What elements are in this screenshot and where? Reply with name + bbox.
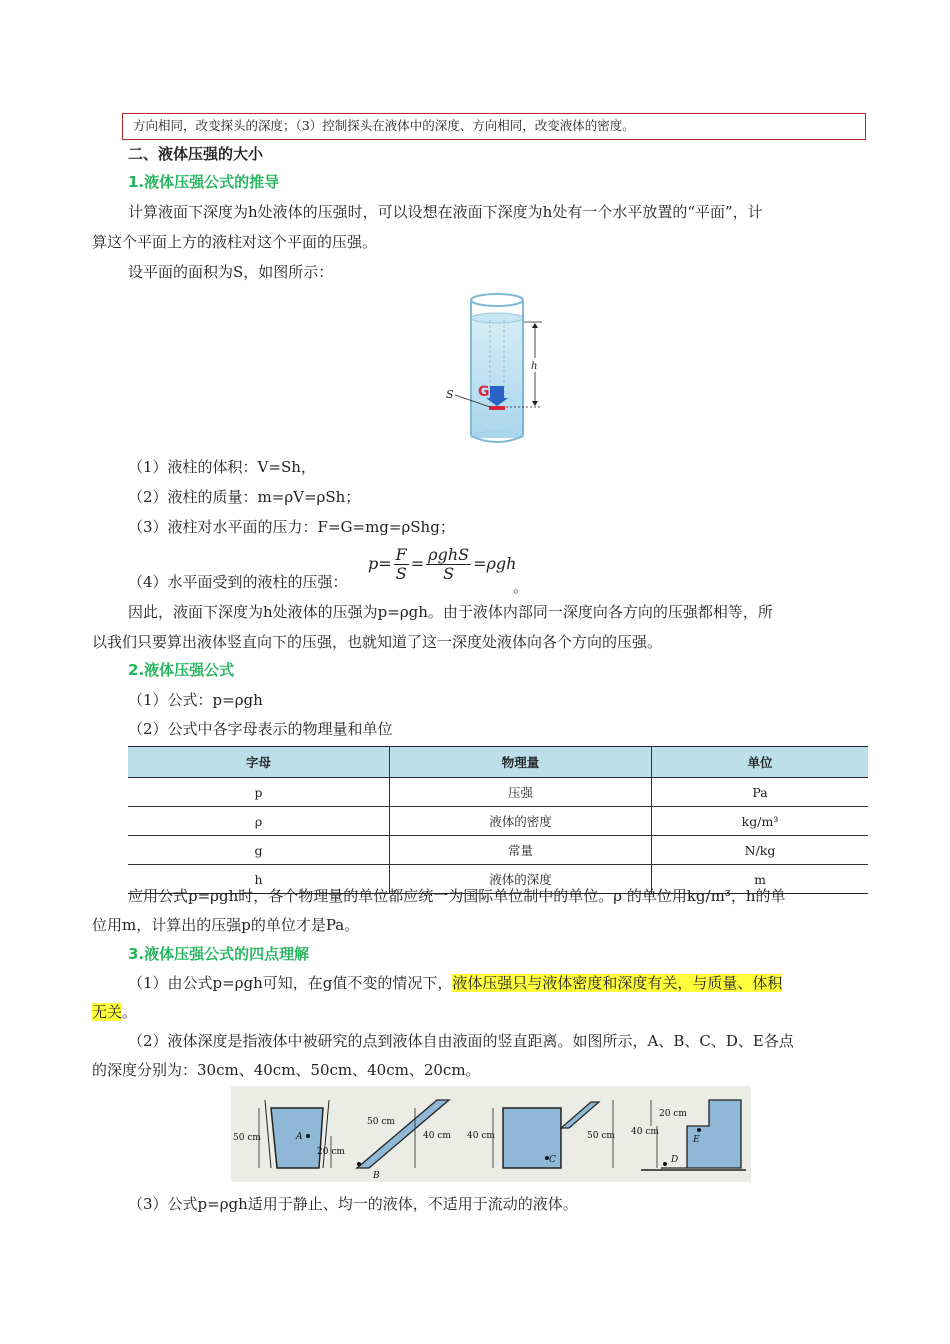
derivation-item-3: （3）液柱对水平面的压力：F=G=mg=ρShg； <box>128 518 455 536</box>
container-b-height: 40 cm <box>423 1131 451 1141</box>
formula-result: ρgh <box>486 554 517 573</box>
understanding-item-2-line-1: （2）液体深度是指液体中被研究的点到液体自由液面的竖直距离。如图所示，A、B、C、D、E各点 <box>128 1032 794 1050</box>
point-d-label: D <box>671 1155 679 1165</box>
subsection-1-title: 1.液体压强公式的推导 <box>128 173 280 191</box>
depth-examples-figure <box>231 1086 751 1182</box>
point-a-label: A <box>296 1132 303 1142</box>
understanding-item-2-line-2: 的深度分别为：30cm、40cm、50cm、40cm、20cm。 <box>92 1061 481 1079</box>
cell-letter: p <box>128 778 390 807</box>
cell-unit: m <box>652 865 869 894</box>
cell-letter: g <box>128 836 390 865</box>
understanding-item-3: （3）公式p=ρgh适用于静止、均一的液体，不适用于流动的液体。 <box>128 1195 578 1213</box>
cell-quantity: 液体的密度 <box>390 807 652 836</box>
point-e-dot <box>697 1128 701 1132</box>
water-surface <box>471 313 523 323</box>
fraction-f-over-s <box>394 546 409 583</box>
point-b-label: B <box>373 1171 380 1181</box>
area-s-plate <box>489 406 505 410</box>
cell-quantity: 压强 <box>390 778 652 807</box>
depth-arrow-up <box>532 323 538 328</box>
table-header-row <box>128 747 868 778</box>
pressure-formula <box>368 546 516 583</box>
table-row <box>128 807 868 836</box>
point-b-dot <box>357 1162 361 1166</box>
subsection-2-title: 2.液体压强公式 <box>128 661 235 679</box>
section-title: 二、液体压强的大小 <box>128 145 264 163</box>
fraction-1-den: S <box>395 564 407 583</box>
paragraph-3-line-2: 以我们只要算出液体竖直向下的压强，也就知道了这一深度处液体向各个方向的压强。 <box>92 633 663 651</box>
derivation-item-4-prefix: （4）水平面受到的液柱的压强： <box>128 573 348 591</box>
fraction-2-num: ρghS <box>428 545 470 564</box>
container-c-height-2: 50 cm <box>587 1131 615 1141</box>
cell-quantity: 常量 <box>390 836 652 865</box>
top-note-box <box>122 113 866 140</box>
header-unit: 单位 <box>652 747 869 778</box>
table-row <box>128 836 868 865</box>
formula-eq-1: = <box>378 554 392 573</box>
highlight-key-point: 液体压强只与液体密度和深度有关，与质量、体积 <box>452 974 783 992</box>
formula-item-2: （2）公式中各字母表示的物理量和单位 <box>128 720 393 738</box>
container-c-height-1: 40 cm <box>467 1131 495 1141</box>
container-b-length: 50 cm <box>367 1117 395 1127</box>
unit-note-line-1: 应用公式p=ρgh时，各个物理量的单位都应统一为国际单位制中的单位。ρ 的单位用kg/m³，h的单 <box>128 887 786 905</box>
quantity-table <box>128 746 868 894</box>
paragraph-2: 设平面的面积为S，如图所示： <box>128 263 334 281</box>
derivation-item-2: （2）液柱的质量：m=ρV=ρSh； <box>128 488 361 506</box>
header-quantity: 物理量 <box>390 747 652 778</box>
understanding-item-1-line-2 <box>92 997 137 1027</box>
derivation-item-4-suffix: 。 <box>513 578 529 596</box>
top-note-text: 方向相同，改变探头的深度；（3）控制探头在液体中的深度、方向相同，改变液体的密度。 <box>133 118 635 133</box>
formula-eq-3: = <box>473 554 487 573</box>
paragraph-3-line-1: 因此，液面下深度为h处液体的压强为p=ρgh。由于液体内部同一深度向各方向的压强都相等，所 <box>128 603 773 621</box>
cell-unit: Pa <box>652 778 869 807</box>
point-d-dot <box>663 1162 667 1166</box>
point-e-label: E <box>693 1135 700 1145</box>
fraction-rghs-over-s <box>426 546 471 583</box>
area-label: S <box>446 388 454 401</box>
fraction-1-num: F <box>395 545 407 564</box>
paragraph-1-line-2: 算这个平面上方的液柱对这个平面的压强。 <box>92 233 378 251</box>
cell-letter: h <box>128 865 390 894</box>
depth-label: h <box>531 361 538 372</box>
cell-unit: N/kg <box>652 836 869 865</box>
gravity-arrow-body <box>490 386 504 398</box>
highlight-key-point-end: 无关 <box>92 1003 123 1021</box>
gravity-label: G <box>478 384 490 400</box>
table-row <box>128 778 868 807</box>
point-a-dot <box>306 1134 310 1138</box>
formula-p: p <box>368 554 379 573</box>
cell-unit: kg/m³ <box>652 807 869 836</box>
subsection-3-title: 3.液体压强公式的四点理解 <box>128 945 310 963</box>
point-a-depth: 20 cm <box>317 1147 345 1157</box>
understanding-item-1-line-1 <box>128 968 782 998</box>
formula-item-1: （1）公式：p=ρgh <box>128 691 263 709</box>
cell-quantity: 液体的深度 <box>390 865 652 894</box>
understanding-item-1-suffix: 。 <box>122 1003 138 1021</box>
depth-arrow-down <box>532 401 538 406</box>
water-fill <box>471 316 523 438</box>
derivation-item-1: （1）液柱的体积：V=Sh， <box>128 458 316 476</box>
container-a-height: 50 cm <box>233 1133 261 1143</box>
liquid-column-figure <box>440 288 555 448</box>
point-c-label: C <box>549 1155 556 1165</box>
formula-eq-2: = <box>410 554 425 573</box>
container-e-depth: 20 cm <box>659 1109 687 1119</box>
unit-note-line-2: 位用m，计算出的压强p的单位才是Pa。 <box>92 916 360 934</box>
container-d-depth: 40 cm <box>631 1127 659 1137</box>
fraction-2-den: S <box>443 564 455 583</box>
paragraph-1-line-1: 计算液面下深度为h处液体的压强时，可以设想在液面下深度为h处有一个水平放置的“平面”，计 <box>128 203 763 221</box>
understanding-item-1-prefix: （1）由公式p=ρgh可知，在g值不变的情况下， <box>128 974 453 992</box>
cylinder-top-rim <box>471 294 523 306</box>
cell-letter: ρ <box>128 807 390 836</box>
header-letter: 字母 <box>128 747 390 778</box>
